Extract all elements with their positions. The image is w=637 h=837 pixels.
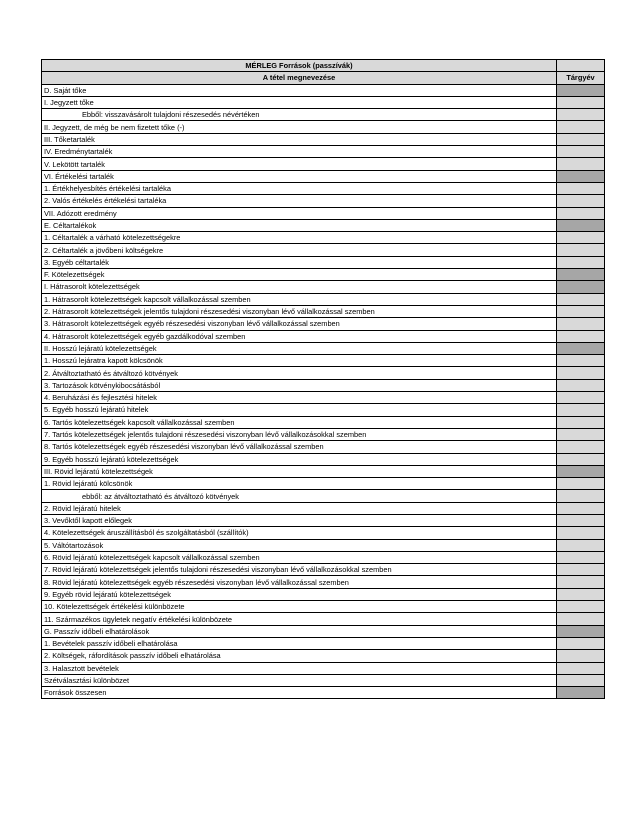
row-label: II. Jegyzett, de még be nem fizetett tőke (-): [42, 121, 557, 133]
row-label: Ebből: visszavásárolt tulajdoni részesedés névértéken: [42, 109, 557, 121]
row-label: 2. Hátrasorolt kötelezettségek jelentős tulajdoni részesedési viszonyban lévő vállalkozással szemben: [42, 305, 557, 317]
row-label: 3. Vevőktől kapott előlegek: [42, 514, 557, 526]
table-row: [42, 502, 605, 514]
table-row: [42, 441, 605, 453]
row-label: 2. Céltartalék a jövőbeni költségekre: [42, 244, 557, 256]
row-value-cell[interactable]: [557, 650, 605, 662]
table-row: [42, 564, 605, 576]
row-label: ebből: az átváltoztatható és átváltozó kötvények: [42, 490, 557, 502]
table-title-blank: [557, 60, 605, 72]
table-row: [42, 453, 605, 465]
row-value-cell[interactable]: [557, 539, 605, 551]
table-row: [42, 232, 605, 244]
row-value-cell[interactable]: [557, 379, 605, 391]
column-header-name: A tétel megnevezése: [42, 72, 557, 84]
table-row: [42, 465, 605, 477]
row-value-cell[interactable]: [557, 392, 605, 404]
row-label: V. Lekötött tartalék: [42, 158, 557, 170]
row-label: I. Hátrasorolt kötelezettségek: [42, 281, 557, 293]
row-value-cell[interactable]: [557, 219, 605, 231]
table-row: [42, 392, 605, 404]
row-label: VII. Adózott eredmény: [42, 207, 557, 219]
row-label: 9. Egyéb rövid lejáratú kötelezettségek: [42, 588, 557, 600]
table-row: [42, 121, 605, 133]
row-value-cell[interactable]: [557, 588, 605, 600]
row-value-cell[interactable]: [557, 293, 605, 305]
row-value-cell[interactable]: [557, 601, 605, 613]
row-label: 4. Kötelezettségek áruszállításból és szolgáltatásból (szállítók): [42, 527, 557, 539]
table-row: [42, 637, 605, 649]
table-row: [42, 342, 605, 354]
row-label: Források összesen: [42, 687, 557, 699]
table-title: MÉRLEG Források (passzívák): [42, 60, 557, 72]
row-label: 1. Hátrasorolt kötelezettségek kapcsolt vállalkozással szemben: [42, 293, 557, 305]
row-value-cell[interactable]: [557, 428, 605, 440]
row-label: III. Tőketartalék: [42, 133, 557, 145]
row-label: 4. Hátrasorolt kötelezettségek egyéb gazdálkodóval szemben: [42, 330, 557, 342]
row-label: VI. Értékelési tartalék: [42, 170, 557, 182]
row-label: 1. Rövid lejáratú kölcsönök: [42, 478, 557, 490]
table-row: [42, 170, 605, 182]
row-label: 5. Váltótartozások: [42, 539, 557, 551]
balance-sheet: [41, 59, 604, 699]
table-row: [42, 478, 605, 490]
row-value-cell[interactable]: [557, 342, 605, 354]
table-row: [42, 416, 605, 428]
table-row: [42, 367, 605, 379]
row-label: 9. Egyéb hosszú lejáratú kötelezettségek: [42, 453, 557, 465]
row-label: 2. Átváltoztatható és átváltozó kötvények: [42, 367, 557, 379]
table-row: [42, 195, 605, 207]
row-label: 5. Egyéb hosszú lejáratú hitelek: [42, 404, 557, 416]
table-row: [42, 625, 605, 637]
row-value-cell[interactable]: [557, 195, 605, 207]
table-row: [42, 539, 605, 551]
row-label: 2. Költségek, ráfordítások passzív időbeli elhatárolása: [42, 650, 557, 662]
row-label: Szétválasztási különbözet: [42, 674, 557, 686]
row-label: 2. Rövid lejáratú hitelek: [42, 502, 557, 514]
row-value-cell[interactable]: [557, 305, 605, 317]
row-value-cell[interactable]: [557, 281, 605, 293]
row-value-cell[interactable]: [557, 502, 605, 514]
column-header-row: [42, 72, 605, 84]
row-value-cell[interactable]: [557, 133, 605, 145]
row-label: E. Céltartalékok: [42, 219, 557, 231]
row-label: 2. Valós értékelés értékelési tartaléka: [42, 195, 557, 207]
row-label: 1. Hosszú lejáratra kapott kölcsönök: [42, 355, 557, 367]
table-row: [42, 662, 605, 674]
table-row: [42, 404, 605, 416]
table-row: [42, 613, 605, 625]
row-label: 10. Kötelezettségek értékelési különbözete: [42, 601, 557, 613]
table-row: [42, 318, 605, 330]
row-label: F. Kötelezettségek: [42, 269, 557, 281]
table-row: [42, 687, 605, 699]
row-label: 3. Hátrasorolt kötelezettségek egyéb részesedési viszonyban lévő vállalkozással szemben: [42, 318, 557, 330]
row-value-cell[interactable]: [557, 158, 605, 170]
table-row: [42, 269, 605, 281]
table-row: [42, 133, 605, 145]
row-label: 3. Egyéb céltartalék: [42, 256, 557, 268]
table-row: [42, 207, 605, 219]
row-value-cell[interactable]: [557, 551, 605, 563]
table-row: [42, 256, 605, 268]
row-value-cell[interactable]: [557, 146, 605, 158]
row-label: 11. Származékos ügyletek negatív értékelési különbözete: [42, 613, 557, 625]
table-row: [42, 182, 605, 194]
row-value-cell[interactable]: [557, 687, 605, 699]
table-row: [42, 588, 605, 600]
table-row: [42, 355, 605, 367]
row-value-cell[interactable]: [557, 453, 605, 465]
row-value-cell[interactable]: [557, 367, 605, 379]
row-label: II. Hosszú lejáratú kötelezettségek: [42, 342, 557, 354]
row-value-cell[interactable]: [557, 625, 605, 637]
row-value-cell[interactable]: [557, 109, 605, 121]
row-value-cell[interactable]: [557, 404, 605, 416]
table-row: [42, 551, 605, 563]
row-label: 4. Beruházási és fejlesztési hitelek: [42, 392, 557, 404]
row-value-cell[interactable]: [557, 355, 605, 367]
row-value-cell[interactable]: [557, 256, 605, 268]
table-row: [42, 293, 605, 305]
row-value-cell[interactable]: [557, 662, 605, 674]
table-row: [42, 219, 605, 231]
row-label: 6. Rövid lejáratú kötelezettségek kapcsolt vállalkozással szemben: [42, 551, 557, 563]
row-label: III. Rövid lejáratú kötelezettségek: [42, 465, 557, 477]
row-label: 1. Céltartalék a várható kötelezettségekre: [42, 232, 557, 244]
table-row: [42, 576, 605, 588]
table-title-row: [42, 60, 605, 72]
row-value-cell[interactable]: [557, 613, 605, 625]
row-value-cell[interactable]: [557, 576, 605, 588]
table-row: [42, 490, 605, 502]
table-row: [42, 674, 605, 686]
row-value-cell[interactable]: [557, 330, 605, 342]
column-header-value: Tárgyév: [557, 72, 605, 84]
row-value-cell[interactable]: [557, 318, 605, 330]
row-label: 8. Rövid lejáratú kötelezettségek egyéb részesedési viszonyban lévő vállalkozással szemben: [42, 576, 557, 588]
row-value-cell[interactable]: [557, 182, 605, 194]
row-value-cell[interactable]: [557, 564, 605, 576]
row-label: I. Jegyzett tőke: [42, 96, 557, 108]
row-value-cell[interactable]: [557, 416, 605, 428]
row-label: 1. Bevételek passzív időbeli elhatárolása: [42, 637, 557, 649]
row-label: 3. Halasztott bevételek: [42, 662, 557, 674]
table-row: [42, 514, 605, 526]
row-value-cell[interactable]: [557, 269, 605, 281]
row-value-cell[interactable]: [557, 121, 605, 133]
liabilities-table: [41, 59, 605, 699]
row-label: 1. Értékhelyesbítés értékelési tartaléka: [42, 182, 557, 194]
row-value-cell[interactable]: [557, 207, 605, 219]
table-row: [42, 84, 605, 96]
table-row: [42, 158, 605, 170]
row-value-cell[interactable]: [557, 637, 605, 649]
row-label: 6. Tartós kötelezettségek kapcsolt vállalkozással szemben: [42, 416, 557, 428]
table-row: [42, 281, 605, 293]
table-row: [42, 428, 605, 440]
row-value-cell[interactable]: [557, 441, 605, 453]
table-row: [42, 305, 605, 317]
row-label: IV. Eredménytartalék: [42, 146, 557, 158]
row-value-cell[interactable]: [557, 478, 605, 490]
table-row: [42, 379, 605, 391]
table-row: [42, 330, 605, 342]
row-value-cell[interactable]: [557, 84, 605, 96]
row-value-cell[interactable]: [557, 674, 605, 686]
table-row: [42, 601, 605, 613]
row-value-cell[interactable]: [557, 527, 605, 539]
row-value-cell[interactable]: [557, 232, 605, 244]
table-row: [42, 527, 605, 539]
row-value-cell[interactable]: [557, 170, 605, 182]
row-label: 7. Tartós kötelezettségek jelentős tulajdoni részesedési viszonyban lévő vállalkozásokkal szemben: [42, 428, 557, 440]
row-value-cell[interactable]: [557, 465, 605, 477]
row-value-cell[interactable]: [557, 96, 605, 108]
table-row: [42, 96, 605, 108]
table-row: [42, 146, 605, 158]
row-label: 8. Tartós kötelezettségek egyéb részesedési viszonyban lévő vállalkozással szemben: [42, 441, 557, 453]
row-label: 7. Rövid lejáratú kötelezettségek jelentős tulajdoni részesedési viszonyban lévő vállalkozásokkal szemben: [42, 564, 557, 576]
row-value-cell[interactable]: [557, 490, 605, 502]
table-row: [42, 109, 605, 121]
table-row: [42, 244, 605, 256]
row-label: D. Saját tőke: [42, 84, 557, 96]
table-row: [42, 650, 605, 662]
row-label: G. Passzív időbeli elhatárolások: [42, 625, 557, 637]
row-value-cell[interactable]: [557, 514, 605, 526]
row-label: 3. Tartozások kötvénykibocsátásból: [42, 379, 557, 391]
row-value-cell[interactable]: [557, 244, 605, 256]
